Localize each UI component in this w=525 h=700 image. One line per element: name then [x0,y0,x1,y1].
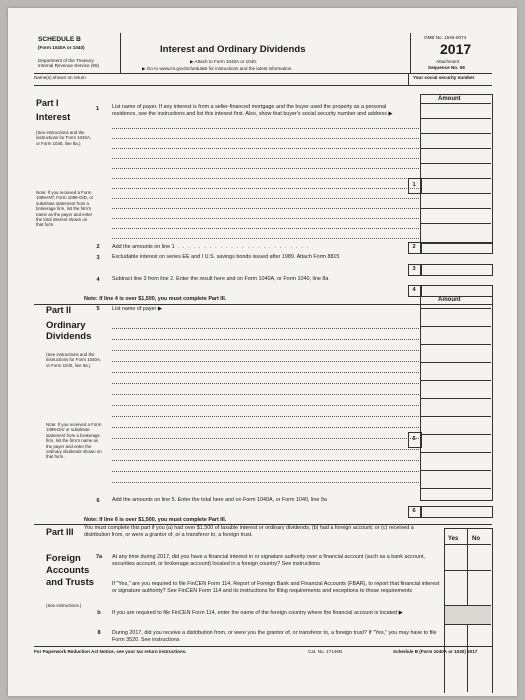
payer-line-1[interactable] [112,128,419,129]
part-1-side-note: Note: If you received a Form 1099-INT, Form 1099-OID, or substitute statement from a brokerage firm, list the firm's name as the payer and enter the total interest shown on that form. [36,190,94,228]
header-bottom-rule [34,73,492,74]
goto-instruction: ▶ Go to www.irs.gov/ScheduleB for instructions and the latest information. [142,66,293,71]
amount-header-rule [420,103,491,104]
line-7b-text: If you are required to file FinCEN Form 114, enter the name of the foreign country where the financial account is located ▶ [112,610,403,616]
part-1-side-instructions: (See instructions and the instructions for Form 1040A, or Form 1040, line 8a.) [36,130,92,146]
dividend-payer-line-14[interactable] [112,471,419,472]
yes-no-row-rule [444,624,491,625]
part-3-side-instructions: (See instructions.) [46,603,82,608]
line-7a-number: 7a [95,554,103,560]
footer-form-id: Schedule B (Form 1040A or 1040) 2017 [393,649,478,654]
payer-line-11[interactable] [112,228,419,229]
part-2-side-instructions: (See instructions and the instructions for Form 1040A, or Form 1040, line 9a.) [46,352,102,368]
part-3-title-foreign: Foreign [46,553,81,564]
schedule-label: SCHEDULE B [38,36,81,43]
part-3-title-accounts: Accounts [46,565,90,576]
amount-row-rule [420,398,491,399]
attach-instruction: ▶ Attach to Form 1040A or 1040. [190,59,258,64]
amount-row-rule [420,326,491,327]
line-3-number: 3 [96,255,100,261]
part-2-amount-header: Amount [438,297,461,303]
line-3-amount[interactable] [420,264,493,276]
paperwork-notice: For Paperwork Reduction Act Notice, see your tax return instructions. [34,649,187,654]
line-7b-number: b [97,610,101,616]
part-3-label: Part III [46,527,74,537]
part-1-title: Interest [36,112,71,123]
dividend-payer-line-13[interactable] [112,460,419,461]
dividend-payer-line-6[interactable] [112,383,419,384]
payer-line-10[interactable] [112,218,419,219]
line-7a-text: At any time during 2017, did you have a financial interest in or signature authority over a financial account (such as a bank account, securities account, or brokerage account) located in a foreign country? See instructions [112,554,425,567]
payer-line-9[interactable] [112,208,419,209]
line-6-amount[interactable] [420,506,493,518]
line-1-number: 1 [96,106,100,112]
amount-row-rule [420,470,491,471]
header-divider-right [410,33,411,73]
payer-line-7[interactable] [112,188,419,189]
line-5-number: 5 [96,306,100,312]
amount-row-rule [420,133,491,134]
tax-year: 2017 [440,41,472,57]
line-6-box-number: 6 [412,508,416,514]
omb-number: OMB No. 1545-0074 [424,35,467,40]
part-3-title-trusts: and Trusts [46,577,95,588]
yes-header: Yes [448,536,459,542]
payer-line-4[interactable] [112,158,419,159]
ssn-label: Your social security number [413,75,475,80]
line-3-text: Excludable interest on series EE and I U.S. savings bonds issued after 1989. Attach Form 8815 [112,254,340,260]
amount-row-rule [420,193,491,194]
amount-row-rule [420,148,491,149]
part-3-intro: You must complete this part if you (a) had over $1,500 of taxable interest or ordinary dividends; (b) had a foreign account; or (c) received a distribution from, or were a grantor of, or a transferor to, a foreign trust. [84,525,414,538]
line-5-text: List name of payer ▶ [112,306,162,312]
payer-line-6[interactable] [112,178,419,179]
catalog-number: Cat. No. 17146N [308,649,343,654]
dividend-payer-line-5[interactable] [112,372,419,373]
amount-row-rule [420,380,491,381]
payer-line-12[interactable] [112,238,419,239]
dividend-payer-line-4[interactable] [112,361,419,362]
amount-row-rule [420,362,491,363]
line-7a-fbar-text: If "Yes," are you required to file FinCEN Form 114, Report of Foreign Bank and Financial Accounts (FBAR), to report that financial interest or signature authority? See FinCEN Form 114 and its instructions for filing requirements and exceptions to those requirements [112,581,440,594]
line-8-text: During 2017, did you receive a distribution from, or were you the grantor of, or transferor to, a foreign trust? If "Yes," you may have to file Form 3520. See instructions [112,630,437,643]
dividend-payer-line-9[interactable] [112,416,419,417]
line-2-text: Add the amounts on line 1 . . . . . . . . . . . . . . . . . . . . . . . . . [112,244,310,250]
schedule-b-form [8,8,517,696]
payer-line-2[interactable] [112,138,419,139]
line-4-box-number: 4 [412,287,416,293]
payer-line-8[interactable] [112,198,419,199]
name-rule [34,85,492,86]
amount-row-rule [420,163,491,164]
part-1-amount-column [420,94,493,244]
line-2-number: 2 [96,244,100,250]
line-4-text: Subtract line 3 from line 2. Enter the result here and on Form 1040A, or Form 1040, line 8a [112,276,329,282]
dividend-payer-line-11[interactable] [112,438,419,439]
sequence-number: Sequence No. 08 [428,65,465,70]
line-6-text: Add the amounts on line 5. Enter the total here and on Form 1040A, or Form 1040, line 9a [112,497,327,503]
payer-line-3[interactable] [112,148,419,149]
form-reference: (Form 1040A or 1040) [38,45,85,50]
dividend-payer-line-7[interactable] [112,394,419,395]
dividend-payer-line-3[interactable] [112,350,419,351]
part-2-title-ordinary: Ordinary [46,320,86,331]
department-label: Department of the Treasury [38,58,94,63]
amount-row-rule [420,434,491,435]
amount-row-rule [420,223,491,224]
part-2-title-dividends: Dividends [46,331,92,342]
part-2-label: Part II [46,305,72,315]
amount-row-rule [420,208,491,209]
amount-row-rule [420,308,491,309]
part-3-bottom-rule [34,646,492,647]
amount-row-rule [420,452,491,453]
yes-no-row-rule [444,570,491,571]
line-8-number: 8 [97,630,101,636]
dividend-payer-line-8[interactable] [112,405,419,406]
header-divider-left [120,33,121,73]
irs-label: Internal Revenue Service (99) [38,63,100,68]
line-3-box-number: 3 [412,266,416,272]
part-2-side-note: Note: If you received a Form 1099-DIV or substitute statement from a brokerage firm, list the firm's name as the payer and enter the ordinary dividends shown on that form. [46,422,102,460]
payer-line-5[interactable] [112,168,419,169]
names-label: Name(s) shown on return [34,75,86,80]
line-6-number: 6 [96,498,100,504]
attachment-label: Attachment [436,59,460,64]
part-1-label: Part I [36,98,59,108]
dividend-payer-line-12[interactable] [112,449,419,450]
amount-row-rule [420,488,491,489]
part-1-note: Note: If line 4 is over $1,500, you must complete Part III. [84,296,227,302]
yes-no-header-rule [444,544,491,545]
dividend-payer-line-1[interactable] [112,328,419,329]
line-2-box-number: 2 [412,244,416,250]
line-1-box-number: 1 [412,182,416,188]
dividend-payer-line-10[interactable] [112,427,419,428]
line-1-text: List name of payer. If any interest is from a seller-financed mortgage and the buyer used the property as a personal residence, see the instructions and list this interest first. Also, show that buyer's social security number and address ▶ [112,104,393,117]
dividend-payer-line-2[interactable] [112,339,419,340]
line-2-amount[interactable] [420,242,493,254]
ssn-divider [408,73,409,85]
amount-row-rule [420,344,491,345]
part-2-note: Note: If line 6 is over $1,500, you must complete Part III. [84,517,227,523]
line-5-box-number: 5 [412,436,416,442]
yes-no-shaded-row [445,606,491,624]
dividend-payer-line-15[interactable] [112,482,419,483]
line-4-number: 4 [96,277,100,283]
form-title: Interest and Ordinary Dividends [160,44,306,55]
amount-row-rule [420,118,491,119]
amount-row-rule [420,416,491,417]
amount-row-rule [420,178,491,179]
no-header: No [472,536,480,542]
part-1-amount-header: Amount [438,96,461,102]
